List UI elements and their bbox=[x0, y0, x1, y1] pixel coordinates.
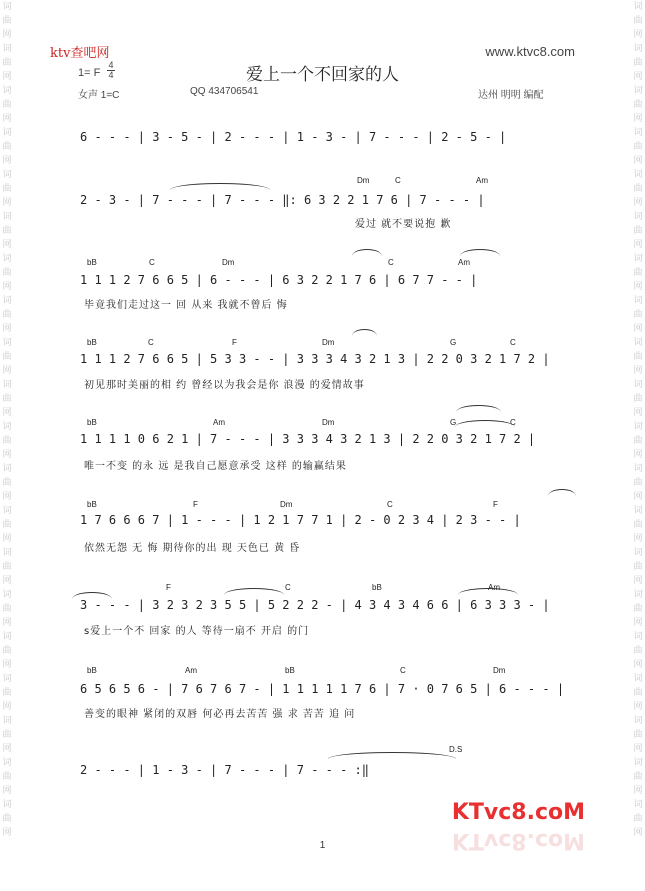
watermark-char: 网 bbox=[2, 534, 12, 544]
watermark-char: 曲 bbox=[633, 16, 643, 26]
watermark-char: 网 bbox=[2, 324, 12, 334]
watermark-char: 网 bbox=[2, 72, 12, 82]
watermark-char: 曲 bbox=[2, 814, 12, 824]
watermark-char: 网 bbox=[633, 30, 643, 40]
watermark-char: 词 bbox=[633, 380, 643, 390]
slur-arc bbox=[328, 752, 456, 759]
meter-top: 4 bbox=[108, 60, 114, 70]
watermark-char: 曲 bbox=[633, 142, 643, 152]
score-line bbox=[80, 352, 570, 372]
watermark-char: 曲 bbox=[633, 814, 643, 824]
chord-symbol: bB bbox=[87, 338, 97, 347]
lyrics-line: 依然无怨 无 悔 期待你的出 现 天色已 黄 昏 bbox=[84, 543, 301, 554]
watermark-char: 曲 bbox=[2, 268, 12, 278]
watermark-char: 曲 bbox=[2, 394, 12, 404]
watermark-char: 网 bbox=[633, 198, 643, 208]
page-number: 1 bbox=[319, 840, 326, 851]
watermark-char: 曲 bbox=[633, 268, 643, 278]
watermark-char: 网 bbox=[2, 282, 12, 292]
watermark-char: 词 bbox=[633, 422, 643, 432]
watermark-char: 网 bbox=[633, 72, 643, 82]
watermark-char: 曲 bbox=[633, 394, 643, 404]
watermark-char: 曲 bbox=[2, 520, 12, 530]
lyrics-line: 爱过 就不要说抱 歉 bbox=[355, 219, 452, 230]
watermark-char: 词 bbox=[633, 44, 643, 54]
watermark-char: 词 bbox=[633, 212, 643, 222]
notation-text: 2 - - - | 1 - 3 - | 7 - - - | 7 - - - :‖ bbox=[80, 763, 369, 777]
chord-symbol: G bbox=[450, 338, 457, 347]
watermark-char: 词 bbox=[2, 758, 12, 768]
watermark-char: 网 bbox=[633, 828, 643, 838]
watermark-char: 曲 bbox=[2, 184, 12, 194]
watermark-char: 词 bbox=[633, 758, 643, 768]
watermark-char: 词 bbox=[633, 632, 643, 642]
watermark-char: 网 bbox=[2, 786, 12, 796]
watermark-char: 网 bbox=[633, 156, 643, 166]
chord-symbol: F bbox=[493, 500, 498, 509]
arranger-credit: 达州 明明 编配 bbox=[478, 90, 544, 101]
watermark-char: 曲 bbox=[633, 520, 643, 530]
watermark-char: 曲 bbox=[2, 730, 12, 740]
chord-symbol: Dm bbox=[322, 418, 335, 427]
watermark-char: 词 bbox=[633, 674, 643, 684]
qq-number: QQ 434706541 bbox=[190, 86, 259, 97]
watermark-char: 曲 bbox=[2, 604, 12, 614]
watermark-char: 网 bbox=[2, 660, 12, 670]
score-line bbox=[80, 273, 570, 293]
watermark-char: 词 bbox=[633, 716, 643, 726]
song-title: 爱上一个不回家的人 bbox=[246, 65, 399, 85]
ds-mark: D.S bbox=[449, 745, 463, 754]
watermark-char: 网 bbox=[633, 618, 643, 628]
watermark-char: 曲 bbox=[2, 100, 12, 110]
slur-arc bbox=[455, 420, 515, 427]
watermark-char: 网 bbox=[633, 660, 643, 670]
watermark-char: 网 bbox=[2, 240, 12, 250]
notation-text: 6 5 6 5 6 - | 7 6 7 6 7 - | 1 1 1 1 1 7 6 | 7 · 0 7 6 5 | 6 - - - | bbox=[80, 682, 565, 696]
watermark-char: 词 bbox=[633, 800, 643, 810]
lyrics-line: 毕竟我们走过这一 回 从来 我就不曾后 悔 bbox=[84, 300, 288, 311]
watermark-char: 词 bbox=[633, 170, 643, 180]
watermark-char: 网 bbox=[2, 198, 12, 208]
watermark-char: 词 bbox=[2, 296, 12, 306]
watermark-char: 网 bbox=[633, 114, 643, 124]
score-line bbox=[80, 130, 570, 150]
watermark-char: 曲 bbox=[633, 772, 643, 782]
watermark-char: 曲 bbox=[633, 184, 643, 194]
watermark-char: 词 bbox=[633, 548, 643, 558]
slur-arc bbox=[170, 183, 270, 190]
watermark-char: 词 bbox=[2, 506, 12, 516]
voice-key: 女声 1=C bbox=[78, 90, 120, 101]
meter-bottom: 4 bbox=[108, 70, 114, 80]
watermark-char: 网 bbox=[633, 492, 643, 502]
watermark-char: 词 bbox=[633, 128, 643, 138]
chord-symbol: Dm bbox=[493, 666, 506, 675]
watermark-char: 网 bbox=[2, 576, 12, 586]
watermark-char: 网 bbox=[633, 324, 643, 334]
watermark-char: 词 bbox=[2, 716, 12, 726]
watermark-char: 曲 bbox=[633, 688, 643, 698]
chord-symbol: C bbox=[149, 258, 155, 267]
score-line bbox=[80, 513, 570, 533]
site-url: www.ktvc8.com bbox=[485, 44, 575, 59]
slur-arc bbox=[458, 588, 518, 595]
notation-text: 1 1 1 2 7 6 6 5 | 5 3 3 - - | 3 3 3 4 3 2 1 3 | 2 2 0 3 2 1 7 2 | bbox=[80, 352, 550, 366]
chord-symbol: F bbox=[166, 583, 171, 592]
chord-symbol: C bbox=[510, 418, 516, 427]
lyrics-line: s爱上一个不 回家 的人 等待一扇不 开启 的门 bbox=[84, 626, 310, 637]
watermark-char: 曲 bbox=[2, 16, 12, 26]
chord-symbol: bB bbox=[372, 583, 382, 592]
left-watermark-column bbox=[1, 0, 13, 840]
watermark-char: 词 bbox=[2, 44, 12, 54]
watermark-char: 词 bbox=[2, 800, 12, 810]
score-line bbox=[80, 763, 570, 783]
lyrics-line: 唯一不变 的永 远 是我自己愿意承受 这样 的输赢结果 bbox=[84, 461, 347, 472]
notation-text: 1 1 1 2 7 6 6 5 | 6 - - - | 6 3 2 2 1 7 6 | 6 7 7 - - | bbox=[80, 273, 478, 287]
watermark-char: 曲 bbox=[633, 436, 643, 446]
watermark-char: 曲 bbox=[2, 142, 12, 152]
right-watermark-column bbox=[632, 0, 644, 840]
watermark-char: 词 bbox=[2, 590, 12, 600]
chord-symbol: Dm bbox=[322, 338, 335, 347]
watermark-char: 词 bbox=[633, 506, 643, 516]
watermark-char: 词 bbox=[2, 254, 12, 264]
watermark-char: 网 bbox=[633, 786, 643, 796]
watermark-char: 词 bbox=[2, 86, 12, 96]
chord-symbol: C bbox=[395, 176, 401, 185]
chord-symbol: C bbox=[285, 583, 291, 592]
watermark-char: 网 bbox=[2, 366, 12, 376]
watermark-char: 词 bbox=[2, 674, 12, 684]
score-line bbox=[80, 193, 570, 213]
score-line bbox=[80, 598, 570, 618]
key-signature: 1= F bbox=[78, 67, 101, 79]
watermark-char: 网 bbox=[2, 450, 12, 460]
watermark-char: 曲 bbox=[633, 310, 643, 320]
slur-arc bbox=[352, 249, 382, 256]
watermark-char: 词 bbox=[633, 338, 643, 348]
watermark-char: 网 bbox=[2, 30, 12, 40]
chord-symbol: C bbox=[388, 258, 394, 267]
slur-arc bbox=[224, 588, 284, 595]
watermark-char: 曲 bbox=[2, 772, 12, 782]
notation-text: 1 7 6 6 6 7 | 1 - - - | 1 2 1 7 7 1 | 2 - 0 2 3 4 | 2 3 - - | bbox=[80, 513, 521, 527]
chord-symbol: bB bbox=[87, 418, 97, 427]
site-logo-text: ktv查吧网 bbox=[50, 46, 110, 61]
watermark-char: 词 bbox=[2, 2, 12, 12]
watermark-char: 网 bbox=[633, 744, 643, 754]
watermark-char: 网 bbox=[633, 408, 643, 418]
watermark-char: 网 bbox=[2, 156, 12, 166]
slur-arc bbox=[352, 329, 377, 336]
watermark-char: 曲 bbox=[2, 436, 12, 446]
notation-text: 3 - - - | 3 2 3 2 3 5 5 | 5 2 2 2 - | 4 3 4 3 4 6 6 | 6 3 3 3 - | bbox=[80, 598, 550, 612]
watermark-char: 词 bbox=[633, 590, 643, 600]
watermark-char: 曲 bbox=[633, 478, 643, 488]
brand-logo-reflection: KTvc8.coM bbox=[451, 828, 585, 853]
watermark-char: 词 bbox=[2, 464, 12, 474]
watermark-char: 网 bbox=[2, 702, 12, 712]
watermark-char: 词 bbox=[633, 2, 643, 12]
chord-symbol: bB bbox=[87, 258, 97, 267]
chord-symbol: bB bbox=[285, 666, 295, 675]
notation-text: 1 1 1 1 0 6 2 1 | 7 - - - | 3 3 3 4 3 2 1 3 | 2 2 0 3 2 1 7 2 | bbox=[80, 432, 536, 446]
watermark-char: 网 bbox=[633, 576, 643, 586]
chord-symbol: Am bbox=[213, 418, 225, 427]
watermark-char: 词 bbox=[2, 128, 12, 138]
chord-symbol: C bbox=[387, 500, 393, 509]
watermark-char: 词 bbox=[633, 86, 643, 96]
watermark-char: 网 bbox=[2, 114, 12, 124]
lyrics-line: 善变的眼神 紧闭的双唇 何必再去苦苦 强 求 苦苦 追 问 bbox=[84, 709, 356, 720]
watermark-char: 曲 bbox=[633, 562, 643, 572]
watermark-char: 网 bbox=[633, 240, 643, 250]
watermark-char: 词 bbox=[633, 254, 643, 264]
watermark-char: 词 bbox=[2, 170, 12, 180]
watermark-char: 曲 bbox=[2, 310, 12, 320]
score-line bbox=[80, 432, 570, 452]
chord-symbol: Dm bbox=[280, 500, 293, 509]
watermark-char: 词 bbox=[2, 548, 12, 558]
watermark-char: 网 bbox=[633, 366, 643, 376]
chord-symbol: C bbox=[510, 338, 516, 347]
watermark-char: 曲 bbox=[2, 688, 12, 698]
notation-text: 6 - - - | 3 - 5 - | 2 - - - | 1 - 3 - | 7 - - - | 2 - 5 - | bbox=[80, 130, 507, 144]
watermark-char: 曲 bbox=[633, 226, 643, 236]
watermark-char: 网 bbox=[2, 744, 12, 754]
watermark-char: 词 bbox=[633, 464, 643, 474]
watermark-char: 词 bbox=[2, 338, 12, 348]
watermark-char: 曲 bbox=[2, 562, 12, 572]
notation-text: 2 - 3 - | 7 - - - | 7 - - - ‖: 6 3 2 2 1 7 6 | 7 - - - | bbox=[80, 193, 485, 207]
watermark-char: 网 bbox=[2, 828, 12, 838]
chord-symbol: Am bbox=[185, 666, 197, 675]
watermark-char: 曲 bbox=[633, 100, 643, 110]
watermark-char: 网 bbox=[633, 282, 643, 292]
watermark-char: 网 bbox=[2, 492, 12, 502]
chord-symbol: F bbox=[193, 500, 198, 509]
watermark-char: 曲 bbox=[633, 646, 643, 656]
watermark-char: 曲 bbox=[633, 604, 643, 614]
watermark-char: 网 bbox=[633, 450, 643, 460]
watermark-char: 曲 bbox=[633, 730, 643, 740]
brand-logo: KTvc8.coM bbox=[451, 800, 585, 825]
chord-symbol: C bbox=[400, 666, 406, 675]
watermark-char: 词 bbox=[633, 296, 643, 306]
watermark-char: 曲 bbox=[2, 226, 12, 236]
watermark-char: 曲 bbox=[633, 58, 643, 68]
watermark-char: 网 bbox=[633, 702, 643, 712]
watermark-char: 词 bbox=[2, 380, 12, 390]
watermark-char: 网 bbox=[2, 618, 12, 628]
lyrics-line: 初见那时美丽的相 约 曾经以为我会是你 浪漫 的爱情故事 bbox=[84, 380, 365, 391]
chord-symbol: F bbox=[232, 338, 237, 347]
watermark-char: 词 bbox=[2, 422, 12, 432]
slur-arc bbox=[460, 249, 500, 256]
chord-symbol: bB bbox=[87, 500, 97, 509]
watermark-char: 曲 bbox=[2, 58, 12, 68]
watermark-char: 网 bbox=[2, 408, 12, 418]
time-signature bbox=[107, 61, 115, 80]
chord-symbol: bB bbox=[87, 666, 97, 675]
watermark-char: 曲 bbox=[2, 478, 12, 488]
chord-symbol: Am bbox=[476, 176, 488, 185]
watermark-char: 曲 bbox=[2, 646, 12, 656]
watermark-char: 曲 bbox=[2, 352, 12, 362]
slur-arc bbox=[548, 489, 576, 496]
chord-symbol: Dm bbox=[222, 258, 235, 267]
slur-arc bbox=[456, 405, 501, 412]
chord-symbol: G bbox=[450, 418, 457, 427]
watermark-char: 曲 bbox=[633, 352, 643, 362]
watermark-char: 词 bbox=[2, 632, 12, 642]
watermark-char: 网 bbox=[633, 534, 643, 544]
slur-arc bbox=[72, 592, 112, 599]
chord-symbol: Am bbox=[458, 258, 470, 267]
score-line bbox=[80, 682, 570, 702]
chord-symbol: C bbox=[148, 338, 154, 347]
watermark-char: 词 bbox=[2, 212, 12, 222]
chord-symbol: Am bbox=[488, 583, 500, 592]
chord-symbol: Dm bbox=[357, 176, 370, 185]
